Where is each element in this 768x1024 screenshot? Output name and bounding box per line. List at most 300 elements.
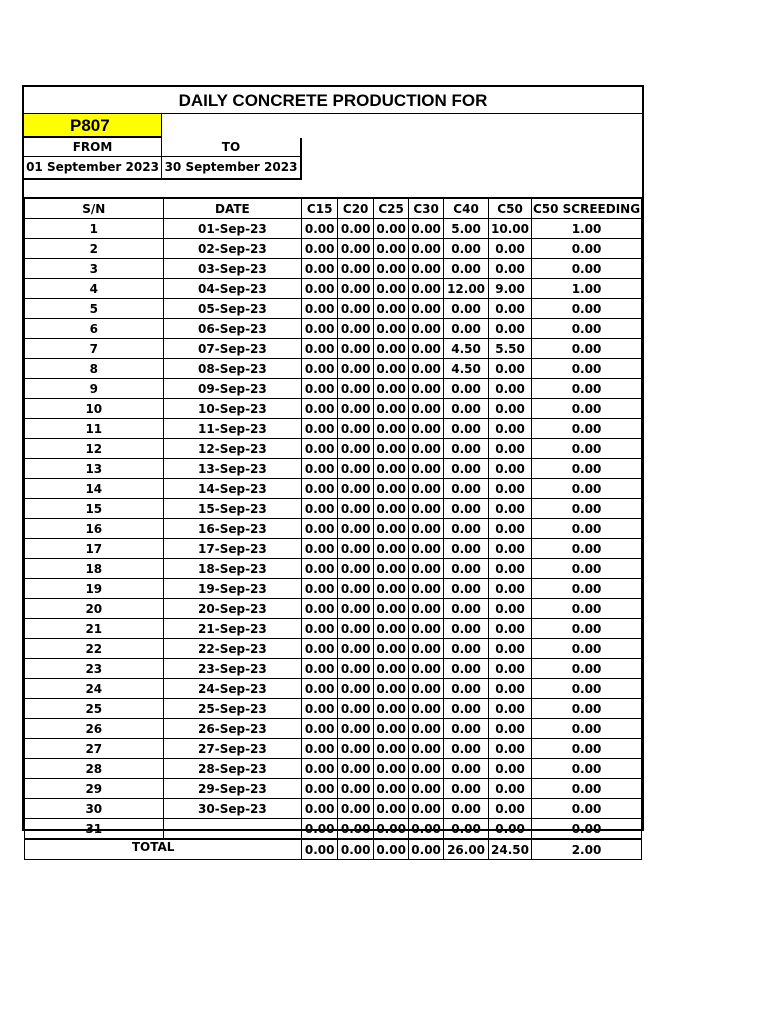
cell-sn: 9: [25, 379, 164, 399]
cell-c40: 0.00: [444, 819, 489, 840]
cell-c25: 0.00: [374, 359, 409, 379]
cell-c50-screeding: 0.00: [532, 239, 642, 259]
cell-sn: 23: [25, 659, 164, 679]
cell-date: 28-Sep-23: [163, 759, 302, 779]
cell-c50-screeding: 0.00: [532, 359, 642, 379]
cell-c20: 0.00: [338, 359, 374, 379]
cell-c30: 0.00: [409, 719, 444, 739]
cell-c30: 0.00: [409, 479, 444, 499]
cell-c20: 0.00: [338, 299, 374, 319]
cell-c15: 0.00: [302, 619, 338, 639]
cell-c50: 0.00: [489, 399, 532, 419]
cell-c25: 0.00: [374, 459, 409, 479]
cell-sn: 20: [25, 599, 164, 619]
cell-c15: 0.00: [302, 219, 338, 239]
cell-date: 13-Sep-23: [163, 459, 302, 479]
table-row: [25, 259, 642, 279]
cell-c15: 0.00: [302, 379, 338, 399]
cell-c40: 0.00: [444, 459, 489, 479]
cell-sn: 5: [25, 299, 164, 319]
cell-c15: 0.00: [302, 299, 338, 319]
cell-sn: 19: [25, 579, 164, 599]
cell-c15: 0.00: [302, 439, 338, 459]
table-row: [25, 219, 642, 239]
cell-date: 18-Sep-23: [163, 559, 302, 579]
cell-c15: 0.00: [302, 459, 338, 479]
cell-c15: 0.00: [302, 679, 338, 699]
cell-c25: 0.00: [374, 759, 409, 779]
cell-c40: 0.00: [444, 619, 489, 639]
cell-c40: 0.00: [444, 559, 489, 579]
cell-c50: 0.00: [489, 499, 532, 519]
cell-c20: 0.00: [338, 459, 374, 479]
cell-c20: 0.00: [338, 739, 374, 759]
cell-c30: 0.00: [409, 759, 444, 779]
cell-c15: 0.00: [302, 239, 338, 259]
cell-c40: 0.00: [444, 259, 489, 279]
cell-sn: 14: [25, 479, 164, 499]
cell-c50: 0.00: [489, 679, 532, 699]
cell-c15: 0.00: [302, 519, 338, 539]
cell-c40: 0.00: [444, 419, 489, 439]
cell-c40: 0.00: [444, 499, 489, 519]
cell-c50: 5.50: [489, 339, 532, 359]
cell-c40: 0.00: [444, 639, 489, 659]
cell-c40: 0.00: [444, 799, 489, 819]
cell-sn: 7: [25, 339, 164, 359]
production-table: [24, 198, 642, 860]
cell-c15: 0.00: [302, 799, 338, 819]
cell-c50-screeding: 0.00: [532, 819, 642, 840]
table-row: [25, 399, 642, 419]
cell-c50-screeding: 1.00: [532, 219, 642, 239]
cell-date: 15-Sep-23: [163, 499, 302, 519]
cell-c40: 0.00: [444, 319, 489, 339]
cell-sn: 24: [25, 679, 164, 699]
cell-c20: 0.00: [338, 759, 374, 779]
cell-c50: 0.00: [489, 799, 532, 819]
cell-c15: 0.00: [302, 739, 338, 759]
table-row: [25, 679, 642, 699]
cell-c30: 0.00: [409, 399, 444, 419]
cell-c30: 0.00: [409, 339, 444, 359]
total-c30: 0.00: [409, 839, 444, 860]
cell-c15: 0.00: [302, 539, 338, 559]
cell-c20: 0.00: [338, 279, 374, 299]
cell-c30: 0.00: [409, 699, 444, 719]
cell-c50: 0.00: [489, 739, 532, 759]
cell-c50-screeding: 0.00: [532, 559, 642, 579]
cell-c50-screeding: 0.00: [532, 539, 642, 559]
cell-c25: 0.00: [374, 499, 409, 519]
cell-sn: 31: [25, 819, 164, 840]
cell-date: 22-Sep-23: [163, 639, 302, 659]
cell-c25: 0.00: [374, 679, 409, 699]
cell-c15: 0.00: [302, 599, 338, 619]
cell-c50-screeding: 0.00: [532, 759, 642, 779]
cell-date: 01-Sep-23: [163, 219, 302, 239]
cell-c25: 0.00: [374, 799, 409, 819]
cell-sn: 3: [25, 259, 164, 279]
table-row: [25, 639, 642, 659]
cell-c50-screeding: 0.00: [532, 419, 642, 439]
table-row: [25, 579, 642, 599]
cell-c25: 0.00: [374, 639, 409, 659]
from-date-value: 01 September 2023: [24, 157, 162, 178]
cell-c20: 0.00: [338, 319, 374, 339]
cell-c40: 0.00: [444, 719, 489, 739]
cell-c30: 0.00: [409, 419, 444, 439]
cell-c50: 9.00: [489, 279, 532, 299]
cell-c50: 0.00: [489, 299, 532, 319]
cell-c30: 0.00: [409, 599, 444, 619]
cell-c50: 0.00: [489, 699, 532, 719]
cell-c40: 0.00: [444, 759, 489, 779]
cell-c20: 0.00: [338, 579, 374, 599]
cell-c25: 0.00: [374, 439, 409, 459]
cell-c50: 0.00: [489, 439, 532, 459]
cell-date: 03-Sep-23: [163, 259, 302, 279]
cell-date: 09-Sep-23: [163, 379, 302, 399]
sheet-title: DAILY CONCRETE PRODUCTION FOR: [24, 87, 642, 114]
cell-c20: 0.00: [338, 639, 374, 659]
cell-c50: 0.00: [489, 359, 532, 379]
cell-c15: 0.00: [302, 499, 338, 519]
cell-c40: 0.00: [444, 539, 489, 559]
cell-c30: 0.00: [409, 239, 444, 259]
cell-c50-screeding: 0.00: [532, 379, 642, 399]
cell-c15: 0.00: [302, 279, 338, 299]
cell-c50-screeding: 0.00: [532, 639, 642, 659]
cell-c20: 0.00: [338, 779, 374, 799]
cell-c50: 0.00: [489, 659, 532, 679]
cell-date: 29-Sep-23: [163, 779, 302, 799]
cell-c40: 4.50: [444, 359, 489, 379]
cell-c40: 0.00: [444, 699, 489, 719]
table-row: [25, 699, 642, 719]
cell-c50-screeding: 0.00: [532, 479, 642, 499]
cell-date: 17-Sep-23: [163, 539, 302, 559]
cell-c25: 0.00: [374, 539, 409, 559]
total-c20: 0.00: [338, 839, 374, 860]
to-label: TO: [162, 138, 300, 157]
cell-sn: 2: [25, 239, 164, 259]
cell-c50-screeding: 0.00: [532, 679, 642, 699]
cell-c25: 0.00: [374, 559, 409, 579]
cell-c50-screeding: 0.00: [532, 619, 642, 639]
cell-c40: 0.00: [444, 579, 489, 599]
cell-c20: 0.00: [338, 479, 374, 499]
cell-c50-screeding: 0.00: [532, 259, 642, 279]
cell-c50-screeding: 0.00: [532, 779, 642, 799]
cell-c40: 0.00: [444, 379, 489, 399]
cell-c50: 0.00: [489, 539, 532, 559]
cell-date: 19-Sep-23: [163, 579, 302, 599]
cell-c50: 0.00: [489, 259, 532, 279]
col-header-c15: C15: [302, 199, 338, 219]
cell-sn: 29: [25, 779, 164, 799]
cell-c20: 0.00: [338, 259, 374, 279]
table-row: [25, 599, 642, 619]
cell-sn: 13: [25, 459, 164, 479]
cell-date: 08-Sep-23: [163, 359, 302, 379]
cell-c50-screeding: 0.00: [532, 399, 642, 419]
table-row: [25, 819, 642, 840]
cell-c20: 0.00: [338, 439, 374, 459]
total-c50-screeding: 2.00: [532, 839, 642, 860]
col-header-c50-screeding: C50 SCREEDING: [532, 199, 642, 219]
table-row: [25, 619, 642, 639]
date-range-box: [24, 138, 302, 180]
cell-c50-screeding: 0.00: [532, 459, 642, 479]
total-c25: 0.00: [374, 839, 409, 860]
cell-date: 24-Sep-23: [163, 679, 302, 699]
cell-c20: 0.00: [338, 339, 374, 359]
cell-sn: 16: [25, 519, 164, 539]
table-row: [25, 299, 642, 319]
cell-c30: 0.00: [409, 619, 444, 639]
cell-c30: 0.00: [409, 519, 444, 539]
table-row: [25, 719, 642, 739]
cell-c20: 0.00: [338, 599, 374, 619]
cell-c20: 0.00: [338, 799, 374, 819]
col-header-date: DATE: [163, 199, 302, 219]
cell-c50-screeding: 0.00: [532, 499, 642, 519]
total-c50: 24.50: [489, 839, 532, 860]
cell-c50: 0.00: [489, 599, 532, 619]
cell-c50: 10.00: [489, 219, 532, 239]
cell-c20: 0.00: [338, 679, 374, 699]
cell-c30: 0.00: [409, 359, 444, 379]
cell-c25: 0.00: [374, 619, 409, 639]
cell-c15: 0.00: [302, 339, 338, 359]
cell-c25: 0.00: [374, 599, 409, 619]
cell-c50-screeding: 0.00: [532, 339, 642, 359]
cell-c20: 0.00: [338, 619, 374, 639]
cell-sn: 25: [25, 699, 164, 719]
table-row: [25, 339, 642, 359]
cell-c50-screeding: 0.00: [532, 799, 642, 819]
cell-c15: 0.00: [302, 559, 338, 579]
cell-c30: 0.00: [409, 819, 444, 840]
cell-c20: 0.00: [338, 519, 374, 539]
cell-c40: 0.00: [444, 299, 489, 319]
cell-c50: 0.00: [489, 719, 532, 739]
cell-c30: 0.00: [409, 559, 444, 579]
cell-c50: 0.00: [489, 479, 532, 499]
cell-date: 07-Sep-23: [163, 339, 302, 359]
cell-c40: 0.00: [444, 479, 489, 499]
cell-c50-screeding: 0.00: [532, 719, 642, 739]
cell-c15: 0.00: [302, 719, 338, 739]
cell-date: 10-Sep-23: [163, 399, 302, 419]
table-row: [25, 439, 642, 459]
cell-c15: 0.00: [302, 819, 338, 840]
table-row: [25, 359, 642, 379]
cell-c30: 0.00: [409, 259, 444, 279]
cell-c50-screeding: 0.00: [532, 319, 642, 339]
table-row: [25, 759, 642, 779]
cell-c50-screeding: 0.00: [532, 579, 642, 599]
cell-c50-screeding: 0.00: [532, 699, 642, 719]
table-header-row: [25, 199, 642, 219]
table-row: [25, 479, 642, 499]
cell-c20: 0.00: [338, 379, 374, 399]
production-sheet: [22, 85, 644, 857]
cell-sn: 22: [25, 639, 164, 659]
cell-c15: 0.00: [302, 259, 338, 279]
cell-c40: 0.00: [444, 679, 489, 699]
cell-c30: 0.00: [409, 639, 444, 659]
cell-c50: 0.00: [489, 239, 532, 259]
cell-c30: 0.00: [409, 499, 444, 519]
cell-c20: 0.00: [338, 419, 374, 439]
cell-c25: 0.00: [374, 339, 409, 359]
cell-c30: 0.00: [409, 279, 444, 299]
cell-c50: 0.00: [489, 559, 532, 579]
cell-c50: 0.00: [489, 379, 532, 399]
cell-c20: 0.00: [338, 219, 374, 239]
cell-c30: 0.00: [409, 779, 444, 799]
cell-c25: 0.00: [374, 519, 409, 539]
cell-c20: 0.00: [338, 659, 374, 679]
cell-c25: 0.00: [374, 739, 409, 759]
cell-c50-screeding: 0.00: [532, 659, 642, 679]
table-row: [25, 379, 642, 399]
cell-date: 23-Sep-23: [163, 659, 302, 679]
table-row: [25, 779, 642, 799]
cell-c30: 0.00: [409, 439, 444, 459]
cell-c20: 0.00: [338, 499, 374, 519]
cell-c15: 0.00: [302, 759, 338, 779]
from-label: FROM: [24, 138, 162, 157]
cell-c40: 5.00: [444, 219, 489, 239]
cell-c50: 0.00: [489, 759, 532, 779]
cell-c25: 0.00: [374, 779, 409, 799]
total-c15: 0.00: [302, 839, 338, 860]
cell-c25: 0.00: [374, 819, 409, 840]
cell-c30: 0.00: [409, 799, 444, 819]
cell-c30: 0.00: [409, 379, 444, 399]
table-row: [25, 459, 642, 479]
cell-c25: 0.00: [374, 239, 409, 259]
cell-sn: 11: [25, 419, 164, 439]
cell-sn: 18: [25, 559, 164, 579]
total-row: [25, 839, 642, 860]
cell-c25: 0.00: [374, 279, 409, 299]
cell-c15: 0.00: [302, 479, 338, 499]
cell-c25: 0.00: [374, 379, 409, 399]
cell-c50: 0.00: [489, 419, 532, 439]
cell-sn: 21: [25, 619, 164, 639]
cell-c50: 0.00: [489, 459, 532, 479]
table-row: [25, 539, 642, 559]
cell-c40: 0.00: [444, 659, 489, 679]
cell-sn: 12: [25, 439, 164, 459]
cell-c25: 0.00: [374, 699, 409, 719]
table-row: [25, 799, 642, 819]
table-row: [25, 419, 642, 439]
table-row: [25, 519, 642, 539]
cell-c30: 0.00: [409, 219, 444, 239]
cell-date: 26-Sep-23: [163, 719, 302, 739]
cell-c50: 0.00: [489, 779, 532, 799]
cell-c30: 0.00: [409, 299, 444, 319]
cell-c30: 0.00: [409, 739, 444, 759]
total-c40: 26.00: [444, 839, 489, 860]
cell-c50-screeding: 0.00: [532, 739, 642, 759]
cell-date: 20-Sep-23: [163, 599, 302, 619]
cell-c20: 0.00: [338, 239, 374, 259]
cell-c20: 0.00: [338, 559, 374, 579]
table-row: [25, 499, 642, 519]
cell-date: 30-Sep-23: [163, 799, 302, 819]
cell-c30: 0.00: [409, 659, 444, 679]
cell-c25: 0.00: [374, 419, 409, 439]
cell-c15: 0.00: [302, 699, 338, 719]
cell-c40: 0.00: [444, 599, 489, 619]
cell-c15: 0.00: [302, 359, 338, 379]
to-date-value: 30 September 2023: [164, 160, 298, 174]
cell-c50-screeding: 0.00: [532, 599, 642, 619]
cell-date: 27-Sep-23: [163, 739, 302, 759]
cell-c50: 0.00: [489, 639, 532, 659]
cell-date: 21-Sep-23: [163, 619, 302, 639]
cell-date: 04-Sep-23: [163, 279, 302, 299]
cell-c15: 0.00: [302, 399, 338, 419]
cell-date: 05-Sep-23: [163, 299, 302, 319]
cell-c20: 0.00: [338, 819, 374, 840]
cell-c15: 0.00: [302, 779, 338, 799]
table-row: [25, 239, 642, 259]
table-row: [25, 279, 642, 299]
cell-c30: 0.00: [409, 579, 444, 599]
cell-c40: 0.00: [444, 739, 489, 759]
cell-c40: 4.50: [444, 339, 489, 359]
cell-c20: 0.00: [338, 539, 374, 559]
cell-c15: 0.00: [302, 659, 338, 679]
table-row: [25, 319, 642, 339]
cell-c20: 0.00: [338, 699, 374, 719]
cell-c30: 0.00: [409, 539, 444, 559]
cell-c15: 0.00: [302, 579, 338, 599]
cell-c50: 0.00: [489, 319, 532, 339]
cell-date: 11-Sep-23: [163, 419, 302, 439]
cell-c25: 0.00: [374, 259, 409, 279]
cell-c25: 0.00: [374, 659, 409, 679]
table-row: [25, 659, 642, 679]
cell-date: 14-Sep-23: [163, 479, 302, 499]
col-header-sn: S/N: [25, 199, 164, 219]
cell-c40: 12.00: [444, 279, 489, 299]
col-header-c20: C20: [338, 199, 374, 219]
col-header-c40: C40: [444, 199, 489, 219]
total-label: TOTAL: [25, 839, 302, 860]
table-row: [25, 559, 642, 579]
cell-c25: 0.00: [374, 299, 409, 319]
cell-date: 16-Sep-23: [163, 519, 302, 539]
cell-c30: 0.00: [409, 679, 444, 699]
cell-date: 06-Sep-23: [163, 319, 302, 339]
cell-c25: 0.00: [374, 219, 409, 239]
cell-c15: 0.00: [302, 639, 338, 659]
cell-c40: 0.00: [444, 439, 489, 459]
cell-sn: 1: [25, 219, 164, 239]
col-header-c50: C50: [489, 199, 532, 219]
cell-c25: 0.00: [374, 319, 409, 339]
cell-c25: 0.00: [374, 479, 409, 499]
cell-sn: 6: [25, 319, 164, 339]
